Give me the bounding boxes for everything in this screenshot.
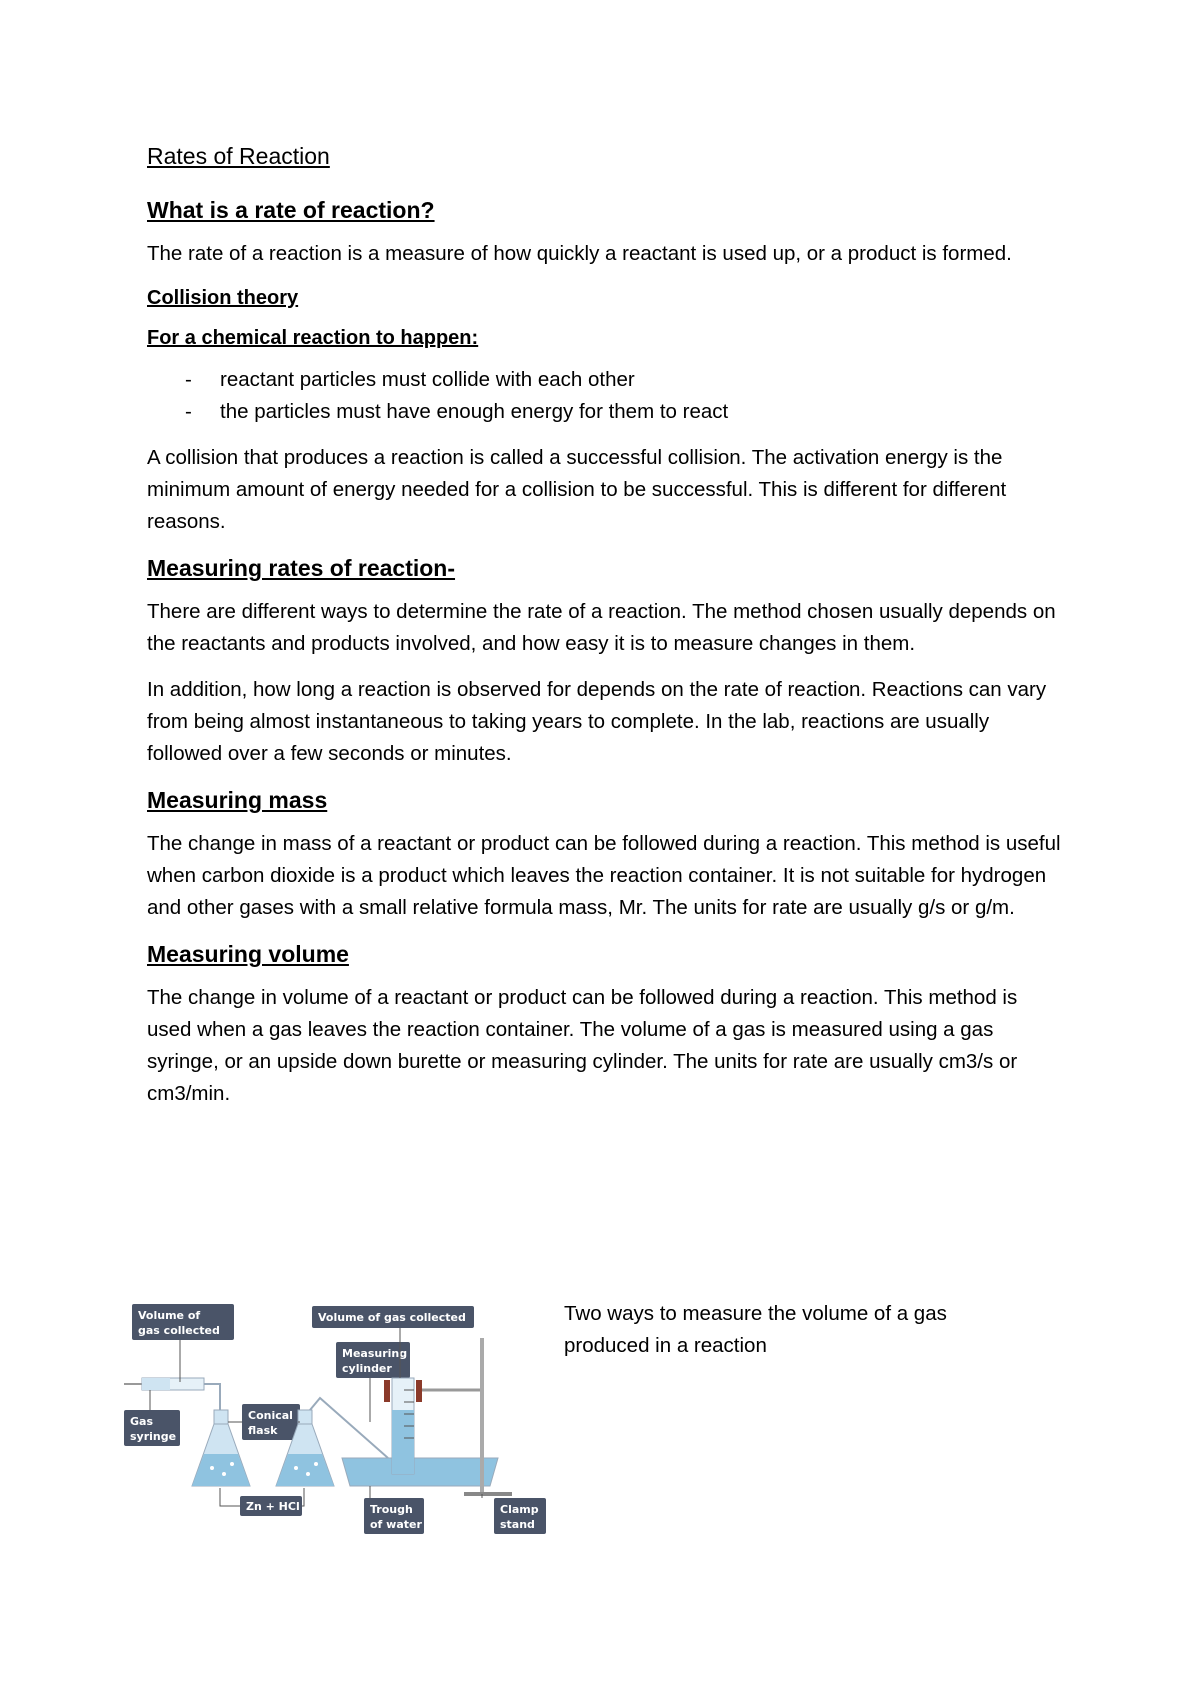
label-volume-left-2: gas collected <box>138 1324 220 1337</box>
list-item: - the particles must have enough energy for them to react <box>147 396 1067 428</box>
conical-flask-left-icon <box>192 1410 250 1486</box>
label-measuring-1: Measuring <box>342 1347 408 1360</box>
label-gas-2: syringe <box>130 1430 177 1443</box>
label-volume-left-1: Volume of <box>138 1309 201 1322</box>
label-measuring-2: cylinder <box>342 1362 392 1375</box>
label-trough-2: of water <box>370 1518 422 1531</box>
dash-bullet: - <box>185 368 192 391</box>
trough-icon <box>342 1458 498 1486</box>
label-conical-1: Conical <box>248 1409 293 1422</box>
label-clamp-2: stand <box>500 1518 535 1531</box>
heading-measuring-mass: Measuring mass <box>147 787 328 813</box>
figure-gas-volume <box>120 1298 1080 1568</box>
document-page <box>147 140 1067 1124</box>
figure-caption: Two ways to measure the volume of a gas produced in a reaction <box>564 1302 947 1357</box>
heading-collision-theory: Collision theory <box>147 287 299 309</box>
dash-bullet: - <box>185 400 192 423</box>
paragraph-rate-definition: The rate of a reaction is a measure of how quickly a reactant is used up, or a product is formed. <box>147 242 1012 265</box>
paragraph-mass: The change in mass of a reactant or product can be followed during a reaction. This method is useful when carbon dioxide is a product which leaves the reaction container. It is not suitable for hydrogen and other gases with a small relative formula mass, Mr. The units for rate are usually g/s or g/m. <box>147 832 1061 919</box>
gas-syringe-icon <box>124 1378 218 1390</box>
measuring-cylinder-icon <box>392 1378 414 1474</box>
paragraph-observation-time: In addition, how long a reaction is observed for depends on the rate of reaction. Reactions can vary from being almost instantaneous to taking years to complete. In the lab, reactions are usually followed over a few seconds or minutes. <box>147 678 1047 765</box>
heading-measuring-volume: Measuring volume <box>147 941 349 967</box>
heading-measuring-rates: Measuring rates of reaction- <box>147 555 456 581</box>
label-clamp-1: Clamp <box>500 1503 539 1516</box>
label-gas-1: Gas <box>130 1415 153 1428</box>
page-title: Rates of Reaction <box>147 143 330 169</box>
label-volume-right: Volume of gas collected <box>318 1311 466 1324</box>
collision-conditions-list <box>147 364 1067 428</box>
leader-line <box>220 1488 240 1506</box>
list-item: - reactant particles must collide with each other <box>147 364 1067 396</box>
heading-what-is-rate: What is a rate of reaction? <box>147 197 435 223</box>
label-trough-1: Trough <box>370 1503 413 1516</box>
label-reactants: Zn + HCl <box>246 1500 300 1513</box>
label-conical-2: flask <box>248 1424 278 1437</box>
leader-line <box>302 1488 304 1506</box>
gas-collection-diagram <box>120 1298 550 1558</box>
paragraph-successful-collision: A collision that produces a reaction is called a successful collision. The activation energy is the minimum amount of energy needed for a collision to be successful. This is different for different reasons. <box>147 446 1007 533</box>
delivery-tube <box>218 1384 220 1410</box>
delivery-tube <box>310 1398 388 1458</box>
paragraph-methods: There are different ways to determine the rate of a reaction. The method chosen usually depends on the reactants and products involved, and how easy it is to measure changes in them. <box>147 600 1056 655</box>
subheading-chemical-reaction: For a chemical reaction to happen: <box>147 327 479 349</box>
paragraph-volume: The change in volume of a reactant or product can be followed during a reaction. This method is used when a gas leaves the reaction container. The volume of a gas is measured using a gas syringe, or an upside down burette or measuring cylinder. The units for rate are usually cm3/s or cm3/min. <box>147 986 1018 1105</box>
